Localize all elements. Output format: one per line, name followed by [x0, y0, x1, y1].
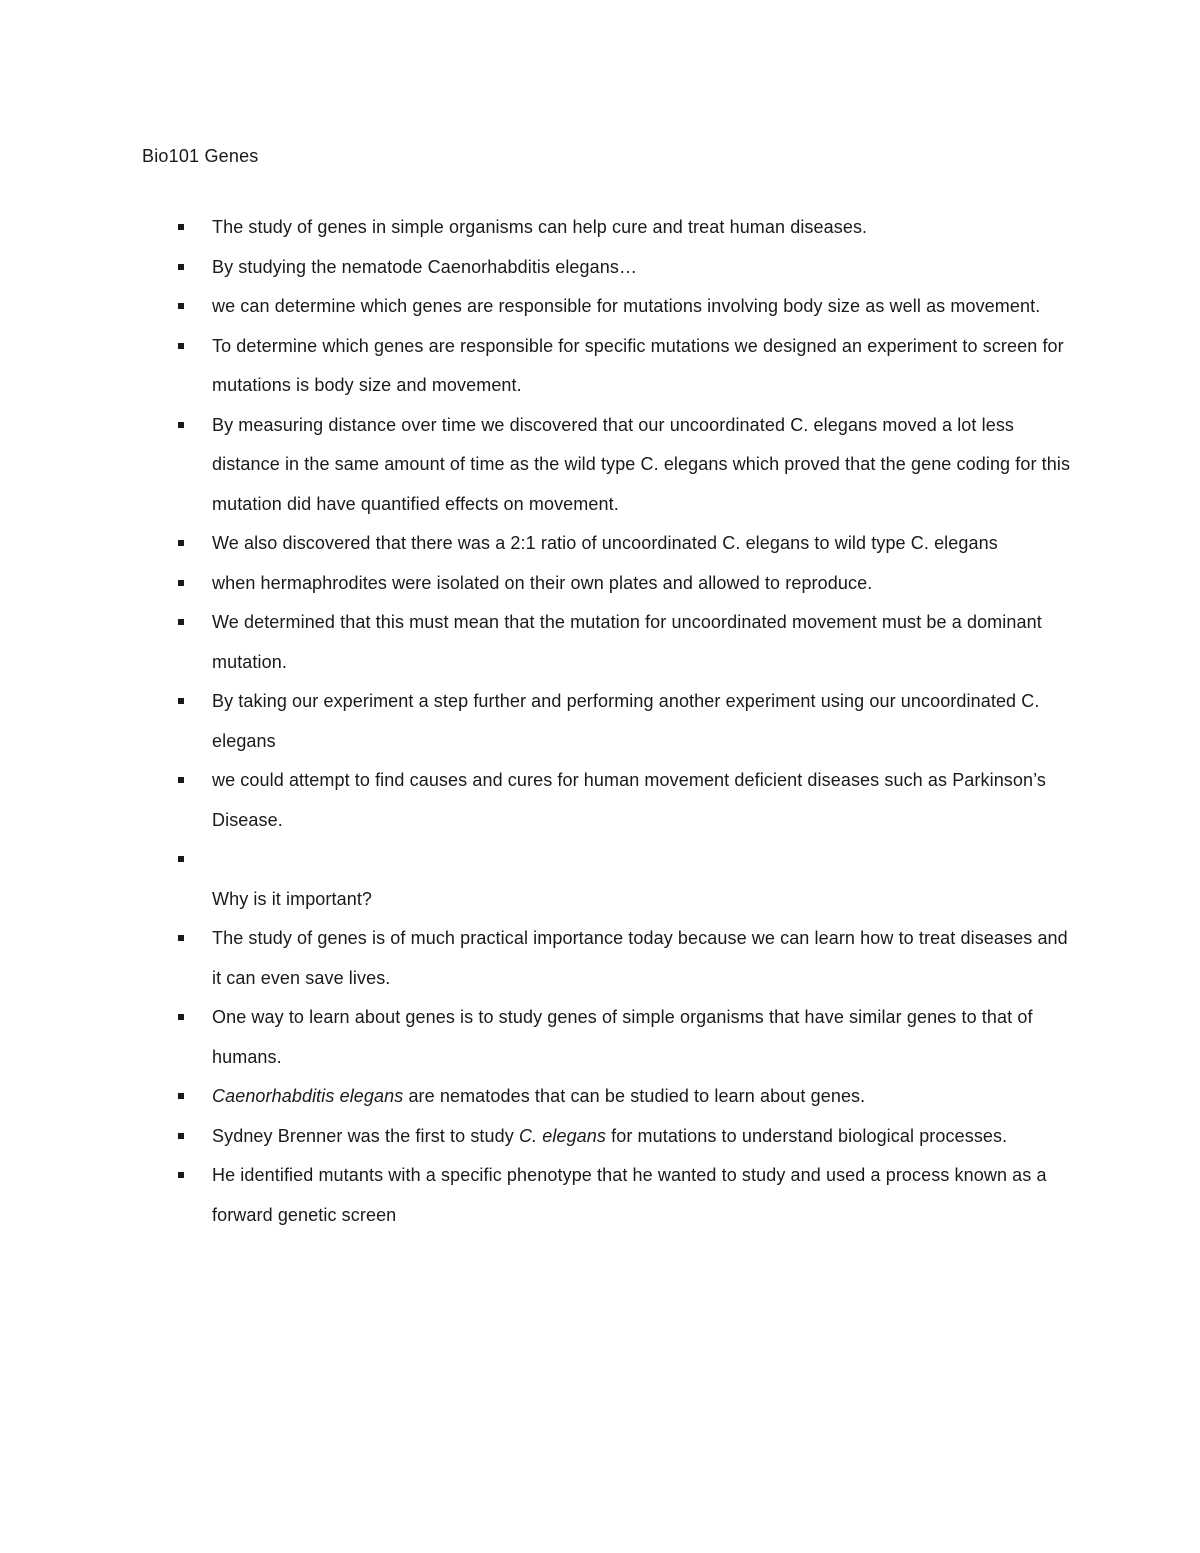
list-item: [142, 406, 1072, 525]
list-item: [142, 564, 1072, 604]
list-item-text: By measuring distance over time we discovered that our uncoordinated C. elegans moved a lot less distance in the same amount of time as the wild type C. elegans which proved that the gene coding for this mutation did have quantified effects on movement.: [212, 414, 1071, 514]
square-bullet-icon: [178, 224, 184, 230]
list-item-text: By taking our experiment a step further and performing another experiment using our uncoordinated C. elegans: [212, 691, 1040, 751]
list-item: [142, 682, 1072, 761]
list-item-text: when hermaphrodites were isolated on their own plates and allowed to reproduce.: [212, 572, 873, 593]
list-item: [142, 998, 1072, 1077]
list-item: [142, 1077, 1072, 1117]
list-item-text: One way to learn about genes is to study genes of simple organisms that have similar genes to that of humans.: [212, 1007, 1033, 1067]
list-item: [142, 1117, 1072, 1157]
list-item-text: [212, 1126, 1007, 1146]
square-bullet-icon: [178, 422, 184, 428]
square-bullet-icon: [178, 777, 184, 783]
section-subheading: Why is it important?: [212, 888, 373, 909]
list-item-text-rest: for mutations to understand biological processes.: [606, 1125, 1008, 1146]
list-item-text: we can determine which genes are responsible for mutations involving body size as well as movement.: [212, 296, 1041, 316]
square-bullet-icon: [178, 1172, 184, 1178]
list-item-text: He identified mutants with a specific phenotype that he wanted to study and used a process known as a forward genetic screen: [212, 1165, 1047, 1225]
list-item-text: We also discovered that there was a 2:1 ratio of uncoordinated C. elegans to wild type C. elegans: [212, 533, 998, 553]
list-item-text: [212, 1086, 865, 1106]
list-item-text: To determine which genes are responsible for specific mutations we designed an experiment to screen for mutations is body size and movement.: [212, 335, 1064, 395]
list-item: [142, 524, 1072, 564]
square-bullet-icon: [178, 303, 184, 309]
list-item: [142, 287, 1072, 327]
square-bullet-icon: [178, 540, 184, 546]
list-item-text: We determined that this must mean that the mutation for uncoordinated movement must be a dominant mutation.: [212, 612, 1042, 672]
list-item: [142, 208, 1072, 248]
square-bullet-icon: [178, 1093, 184, 1099]
square-bullet-icon: [178, 619, 184, 625]
square-bullet-icon: [178, 856, 184, 862]
document-title: Bio101 Genes: [142, 146, 259, 166]
list-item-text-rest: are nematodes that can be studied to learn about genes.: [403, 1086, 866, 1106]
species-name-italic: C. elegans: [518, 1125, 607, 1146]
square-bullet-icon: [178, 698, 184, 704]
list-item: [142, 248, 1072, 288]
list-item: [142, 919, 1072, 998]
square-bullet-icon: [178, 264, 184, 270]
list-item-text: The study of genes is of much practical importance today because we can learn how to treat diseases and it can even save lives.: [212, 928, 1068, 988]
list-item-text: By studying the nematode Caenorhabditis elegans…: [212, 256, 638, 277]
list-item-text: we could attempt to find causes and cures for human movement deficient diseases such as Parkinson’s Disease.: [212, 770, 1047, 830]
square-bullet-icon: [178, 580, 184, 586]
blank-line: [212, 840, 1072, 880]
species-name-italic: Caenorhabditis elegans: [212, 1086, 404, 1106]
square-bullet-icon: [178, 1133, 184, 1139]
list-item: [142, 327, 1072, 406]
list-item: [142, 840, 1072, 919]
list-item-text: The study of genes in simple organisms can help cure and treat human diseases.: [212, 217, 868, 237]
square-bullet-icon: [178, 343, 184, 349]
list-item: [142, 1156, 1072, 1235]
list-item: [142, 761, 1072, 840]
square-bullet-icon: [178, 935, 184, 941]
list-item: [142, 603, 1072, 682]
bullet-list: [142, 208, 1072, 1235]
square-bullet-icon: [178, 1014, 184, 1020]
list-item-text-start: Sydney Brenner was the first to study: [212, 1125, 519, 1146]
